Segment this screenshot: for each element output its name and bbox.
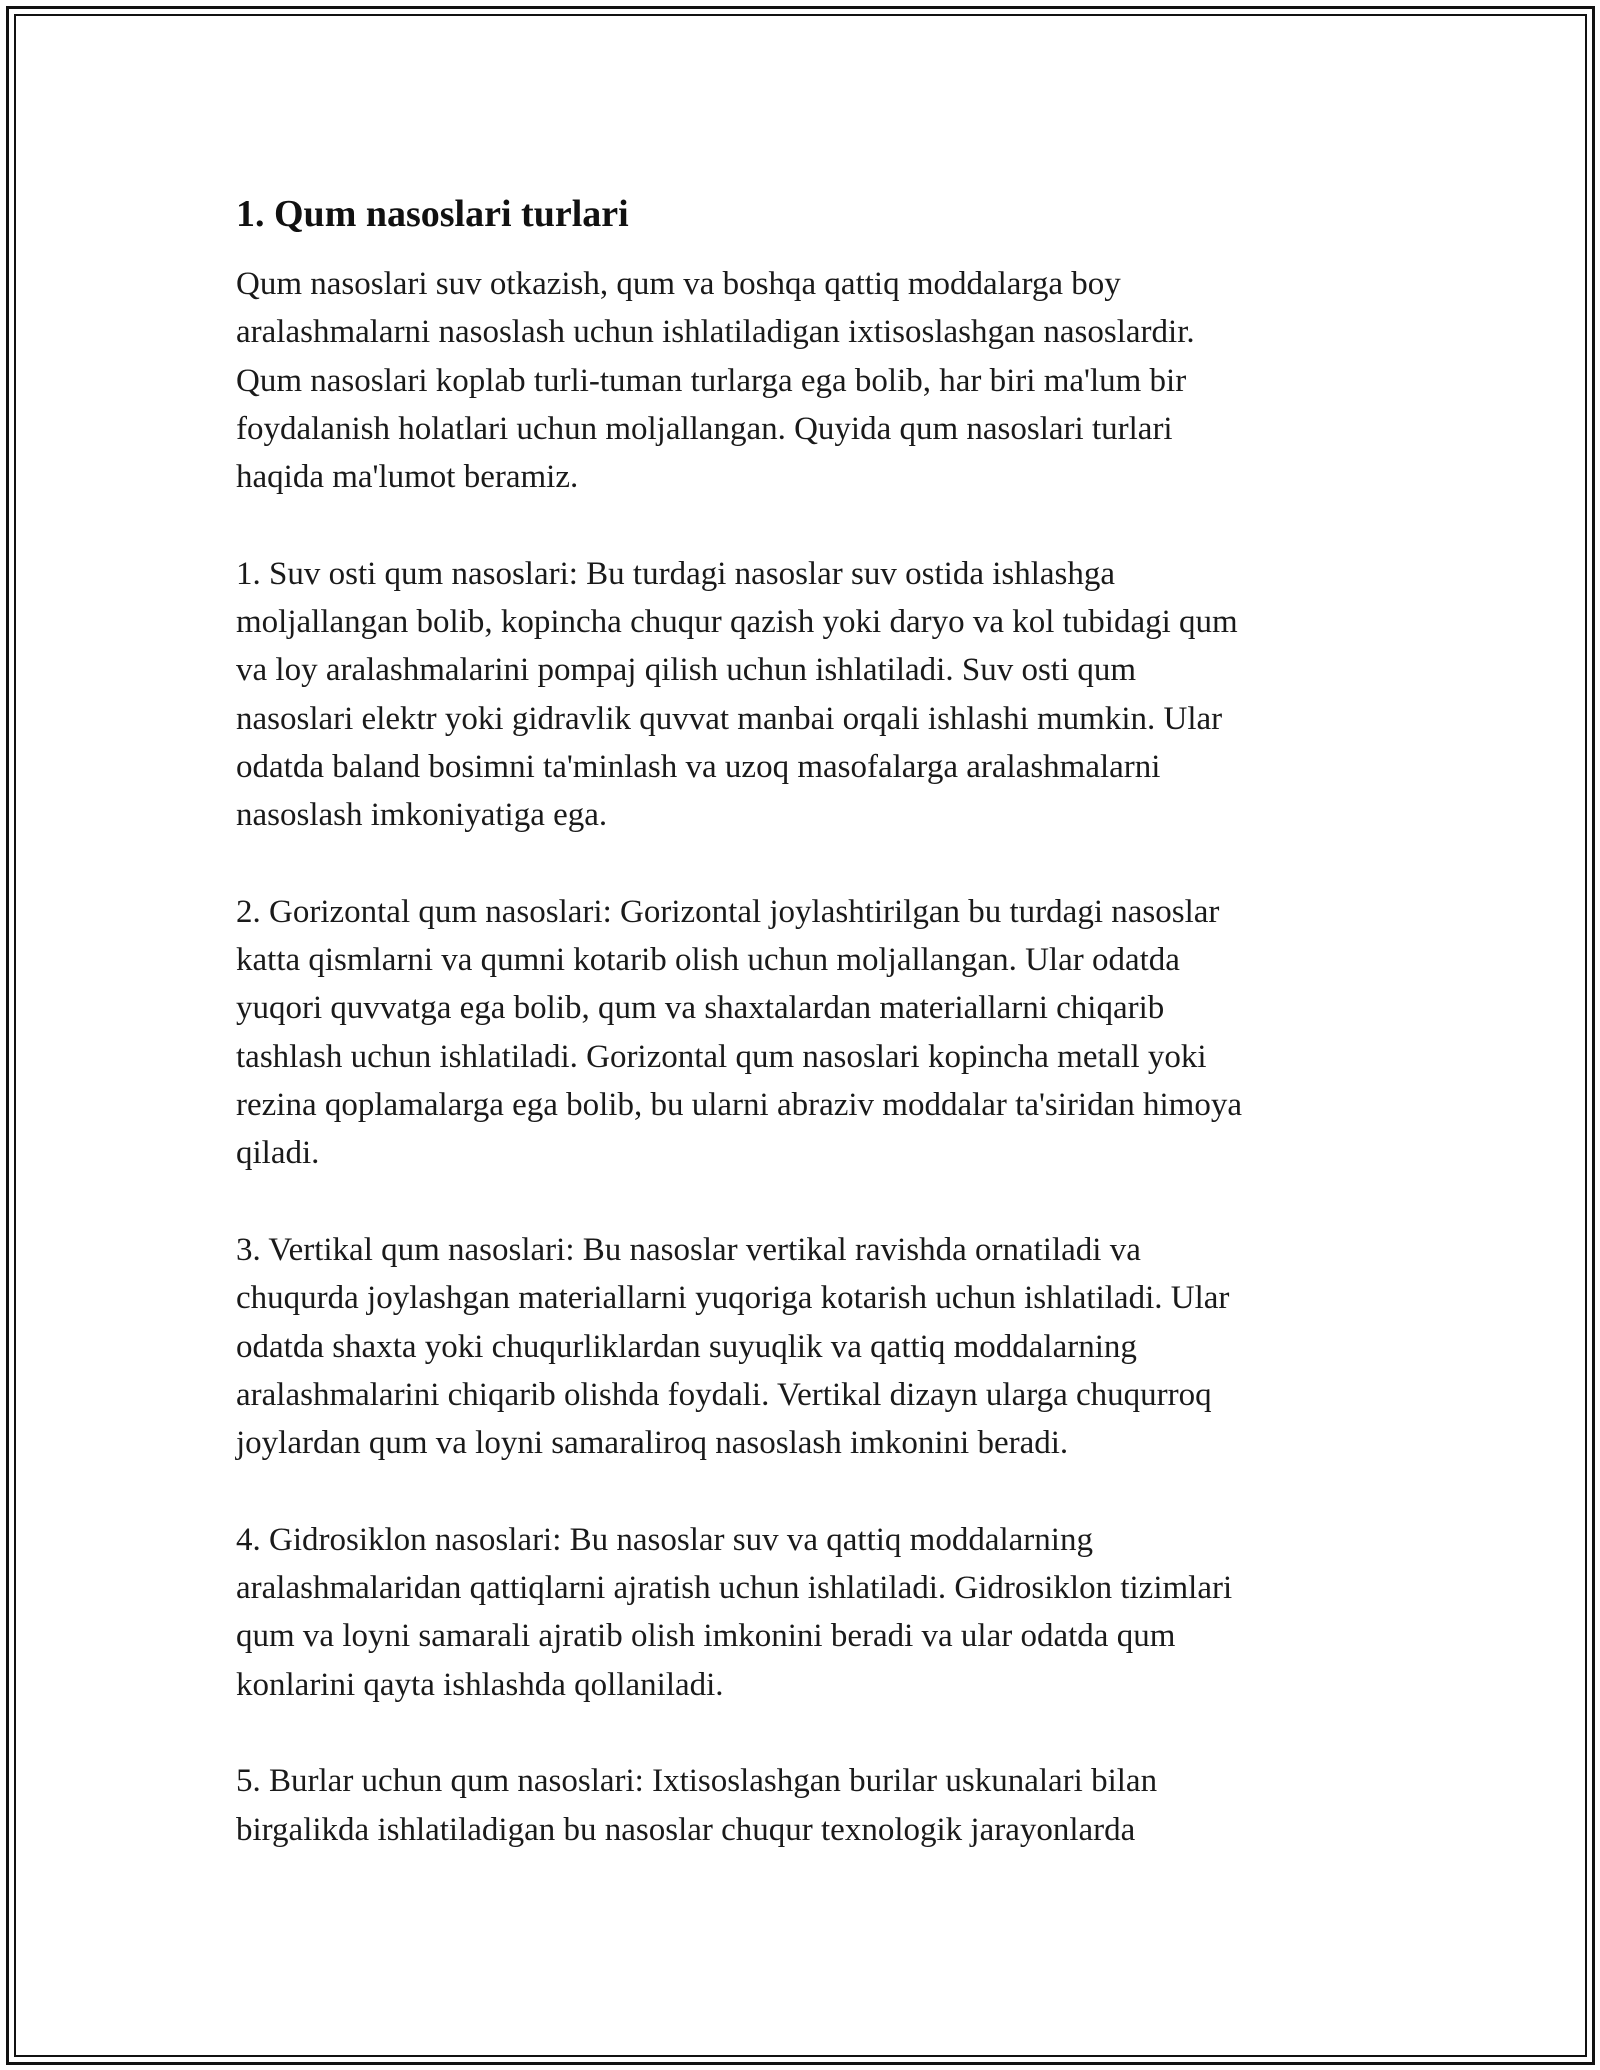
text-line: odatda baland bosimni ta'minlash va uzoq masofalarga aralashmalarni xyxy=(236,748,1161,785)
document-body xyxy=(236,188,1366,1854)
text-line: 5. Burlar uchun qum nasoslari: Ixtisoslashgan burilar uskunalari bilan xyxy=(236,1763,1158,1800)
text-line: birgalikda ishlatiladigan bu nasoslar chuqur texnologik jarayonlarda xyxy=(236,1811,1136,1848)
text-line: chuqurda joylashgan materiallarni yuqoriga kotarish uchun ishlatiladi. Ular xyxy=(236,1280,1230,1317)
text-line: yuqori quvvatga ega bolib, qum va shaxtalardan materiallarni chiqarib xyxy=(236,990,1165,1027)
text-line: nasoslari elektr yoki gidravlik quvvat manbai orqali ishlashi mumkin. Ular xyxy=(236,700,1223,737)
text-line: Qum nasoslari koplab turli-tuman turlarga ega bolib, har biri ma'lum bir xyxy=(236,362,1187,399)
text-line: 4. Gidrosiklon nasoslari: Bu nasoslar suv va qattiq moddalarning xyxy=(236,1521,1093,1558)
paragraph-1 xyxy=(236,260,1366,501)
text-line: 2. Gorizontal qum nasoslari: Gorizontal joylashtirilgan bu turdagi nasoslar xyxy=(236,893,1220,930)
text-line: odatda shaxta yoki chuqurliklardan suyuqlik va qattiq moddalarning xyxy=(236,1328,1137,1365)
paragraph-3 xyxy=(236,888,1366,1178)
paragraph-5 xyxy=(236,1516,1366,1709)
text-line: aralashmalaridan qattiqlarni ajratish uchun ishlatiladi. Gidrosiklon tizimlari xyxy=(236,1570,1233,1607)
text-line: foydalanish holatlari uchun moljallangan. Quyida qum nasoslari turlari xyxy=(236,410,1173,447)
text-line: qum va loyni samarali ajratib olish imkonini beradi va ular odatda qum xyxy=(236,1618,1176,1655)
text-line: nasoslash imkoniyatiga ega. xyxy=(236,797,608,834)
text-line: katta qismlarni va qumni kotarib olish uchun moljallangan. Ular odatda xyxy=(236,942,1180,979)
text-line: Qum nasoslari suv otkazish, qum va boshqa qattiq moddalarga boy xyxy=(236,266,1121,302)
text-line: haqida ma'lumot beramiz. xyxy=(236,459,579,496)
text-line: 3. Vertikal qum nasoslari: Bu nasoslar vertikal ravishda ornatiladi va xyxy=(236,1231,1141,1268)
text-line: aralashmalarini chiqarib olishda foydali. Vertikal dizayn ularga chuqurroq xyxy=(236,1376,1212,1413)
text-line: moljallangan bolib, kopincha chuqur qazish yoki daryo va kol tubidagi qum xyxy=(236,604,1238,641)
text-line: rezina qoplamalarga ega bolib, bu ularni abraziv moddalar ta'siridan himoya xyxy=(236,1087,1242,1124)
text-line: qiladi. xyxy=(236,1135,320,1172)
text-line: konlarini qayta ishlashda qollaniladi. xyxy=(236,1666,724,1703)
paragraph-4 xyxy=(236,1226,1366,1467)
text-line: joylardan qum va loyni samaraliroq nasoslash imkonini beradi. xyxy=(236,1425,1069,1462)
text-line: 1. Suv osti qum nasoslari: Bu turdagi nasoslar suv ostida ishlashga xyxy=(236,555,1116,592)
paragraph-list xyxy=(236,260,1366,1854)
paragraph-2 xyxy=(236,550,1366,840)
text-line: aralashmalarni nasoslash uchun ishlatiladigan ixtisoslashgan nasoslardir. xyxy=(236,314,1195,351)
text-line: va loy aralashmalarini pompaj qilish uchun ishlatiladi. Suv osti qum xyxy=(236,652,1137,689)
document-title: 1. Qum nasoslari turlari xyxy=(236,193,629,235)
paragraph-6 xyxy=(236,1757,1366,1854)
text-line: tashlash uchun ishlatiladi. Gorizontal qum nasoslari kopincha metall yoki xyxy=(236,1038,1207,1075)
